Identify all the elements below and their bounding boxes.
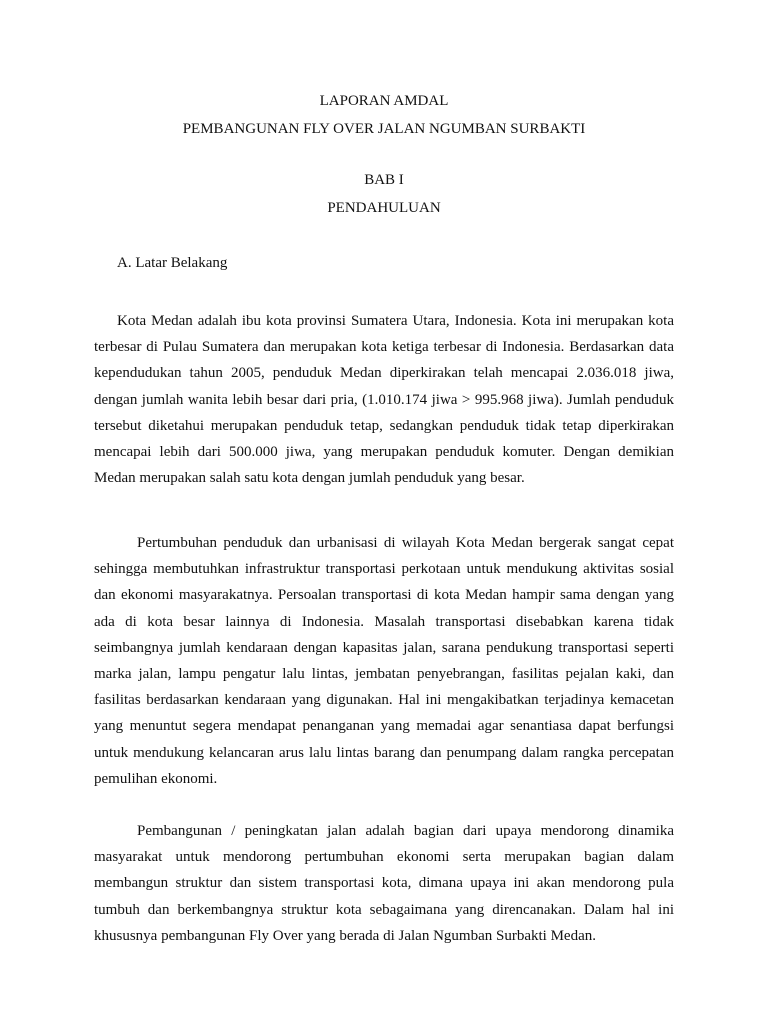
chapter-number: BAB I: [364, 172, 404, 188]
report-subtitle: PEMBANGUNAN FLY OVER JALAN NGUMBAN SURBAKTI: [182, 121, 586, 137]
paragraph-3: Pembangunan / peningkatan jalan adalah bagian dari upaya mendorong dinamika masyarakat untuk mendorong pertumbuhan ekonomi serta merupakan bagian dalam membangun struktur dan sistem transportasi kota, dimana upaya ini akan mendorong pula tumbuh dan berkembangnya struktur kota sebagaimana yang direncanakan. Dalam hal ini khususnya pembangunan Fly Over yang berada di Jalan Ngumban Surbakti Medan.: [94, 823, 674, 944]
section-heading: A. Latar Belakang: [117, 255, 228, 271]
paragraph-2: Pertumbuhan penduduk dan urbanisasi di wilayah Kota Medan bergerak sangat cepat sehingga membutuhkan infrastruktur transportasi perkotaan untuk mendukung aktivitas sosial dan ekonomi masyarakatnya. Persoalan transportasi di kota Medan hampir sama dengan yang ada di kota besar lainnya di Indonesia. Masalah transportasi disebabkan karena tidak seimbangnya jumlah kendaraan dengan kapasitas jalan, sarana pendukung transportasi seperti marka jalan, lampu pengatur lalu lintas, jembatan penyebrangan, fasilitas pejalan kaki, dan fasilitas berdasarkan kendaraan yang digunakan. Hal ini mengakibatkan terjadinya kemacetan yang menuntut segera mendapat penanganan yang memadai agar senantiasa dapat berfungsi untuk mendukung kelancaran arus lalu lintas barang dan penumpang dalam rangka percepatan pemulihan ekonomi.: [94, 535, 674, 787]
paragraph-1: Kota Medan adalah ibu kota provinsi Sumatera Utara, Indonesia. Kota ini merupakan kota terbesar di Pulau Sumatera dan merupakan kota ketiga terbesar di Indonesia. Berdasarkan data kependudukan tahun 2005, penduduk Medan diperkirakan telah mencapai 2.036.018 jiwa, dengan jumlah wanita lebih besar dari pria, (1.010.174 jiwa > 995.968 jiwa). Jumlah penduduk tersebut diketahui merupakan penduduk tetap, sedangkan penduduk tidak tetap diperkirakan mencapai lebih dari 500.000 jiwa, yang merupakan penduduk komuter. Dengan demikian Medan merupakan salah satu kota dengan jumlah penduduk yang besar.: [94, 313, 674, 487]
chapter-title: PENDAHULUAN: [327, 200, 441, 216]
report-title: LAPORAN AMDAL: [319, 93, 449, 109]
